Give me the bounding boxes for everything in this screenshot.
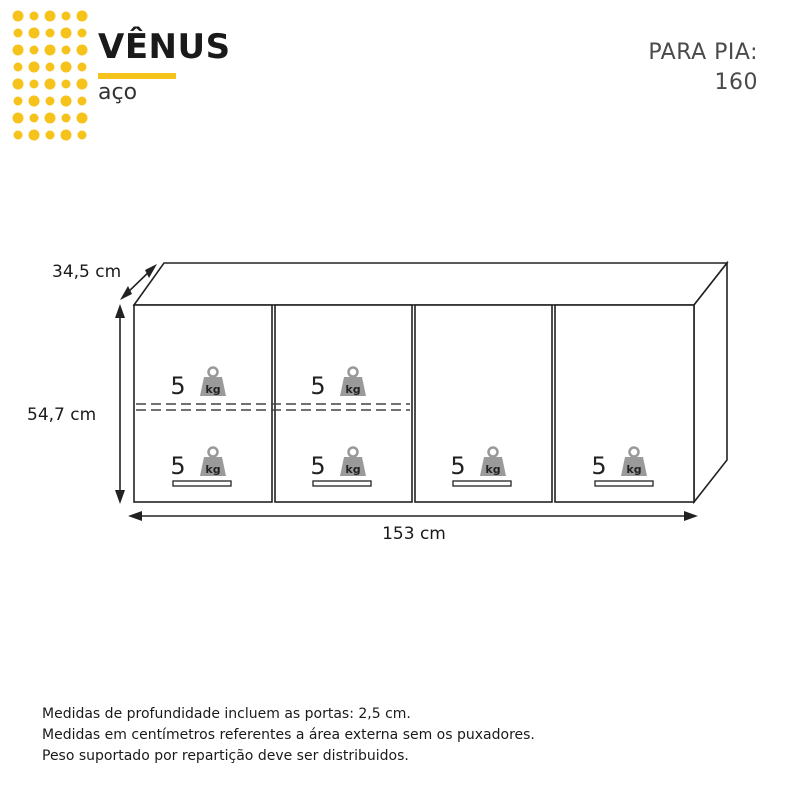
depth-label: 34,5 cm	[52, 262, 122, 282]
svg-text:5: 5	[170, 452, 186, 480]
svg-text:5: 5	[591, 452, 607, 480]
width-dimension	[128, 511, 698, 521]
door-handle-4	[595, 481, 653, 486]
svg-text:5: 5	[170, 372, 186, 400]
note-line: Medidas de profundidade incluem as portas: 2,5 cm.	[42, 706, 411, 722]
svg-text:kg: kg	[205, 463, 221, 476]
width-label: 153 cm	[382, 524, 446, 544]
svg-text:5: 5	[310, 452, 326, 480]
svg-text:kg: kg	[626, 463, 642, 476]
cabinet-side	[694, 263, 727, 502]
svg-text:5: 5	[310, 372, 326, 400]
note-line: Medidas em centímetros referentes a área externa sem os puxadores.	[42, 727, 535, 743]
note-line: Peso suportado por repartição deve ser distribuidos.	[42, 748, 409, 764]
svg-text:5: 5	[450, 452, 466, 480]
height-dimension	[115, 304, 125, 504]
sink-label: PARA PIA:	[648, 40, 758, 65]
cabinet-top	[134, 263, 727, 305]
brand-title: VÊNUS	[98, 27, 231, 67]
door-handle-3	[453, 481, 511, 486]
sink-value: 160	[714, 70, 758, 95]
door-handle-1	[173, 481, 231, 486]
height-label: 54,7 cm	[27, 405, 97, 425]
svg-text:kg: kg	[345, 463, 361, 476]
svg-text:kg: kg	[485, 463, 501, 476]
svg-text:kg: kg	[345, 383, 361, 396]
brand-material: aço	[98, 80, 138, 105]
svg-text:kg: kg	[205, 383, 221, 396]
notes-block	[42, 704, 535, 767]
door-handle-2	[313, 481, 371, 486]
